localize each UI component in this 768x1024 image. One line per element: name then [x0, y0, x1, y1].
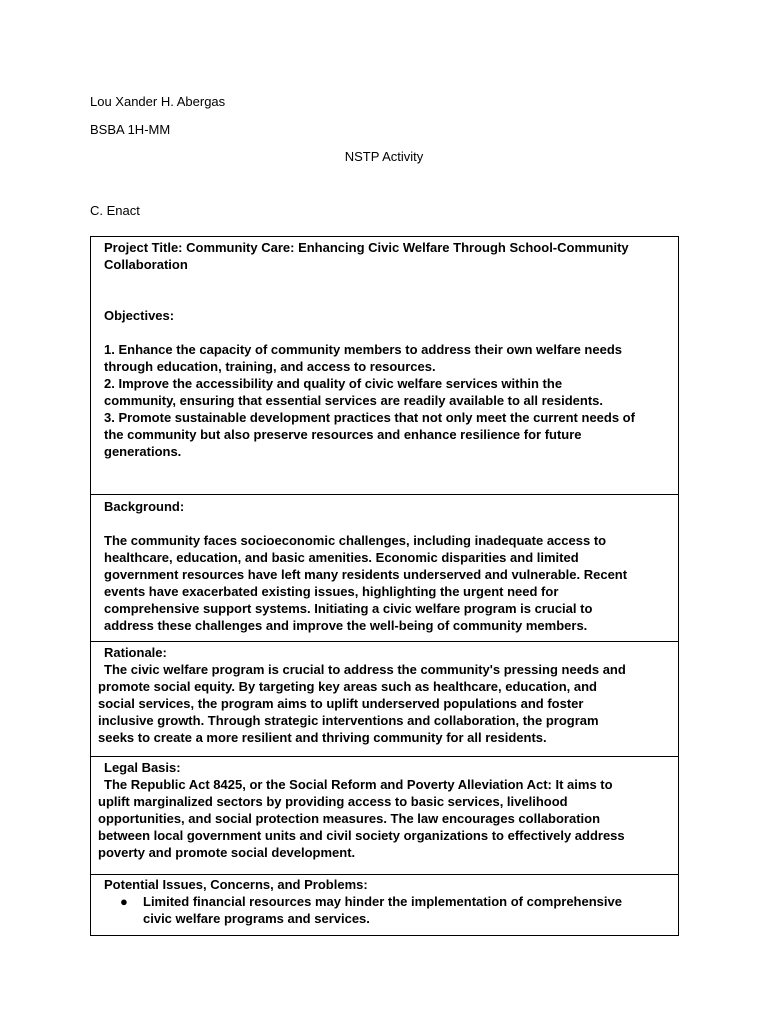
background-line: healthcare, education, and basic amenities. Economic disparities and limited	[104, 550, 579, 565]
rationale-line: promote social equity. By targeting key areas such as healthcare, education, and	[98, 679, 597, 694]
bullet-icon: ●	[120, 894, 128, 909]
issue-line: civic welfare programs and services.	[143, 911, 370, 926]
rationale-line: inclusive growth. Through strategic interventions and collaboration, the program	[98, 713, 599, 728]
activity-title: NSTP Activity	[344, 149, 424, 164]
project-title-line: Collaboration	[104, 257, 188, 272]
legal-basis-line: poverty and promote social development.	[98, 845, 356, 860]
rationale-line: social services, the program aims to uplift underserved populations and foster	[98, 696, 584, 711]
legal-basis-label: Legal Basis:	[104, 760, 181, 775]
objective-line: 1. Enhance the capacity of community members to address their own welfare needs	[104, 342, 622, 357]
legal-basis-cell	[91, 757, 678, 875]
project-plan-table	[90, 236, 679, 936]
background-line: comprehensive support systems. Initiating a civic welfare program is crucial to	[104, 601, 593, 616]
list-item	[104, 893, 670, 927]
course-section: BSBA 1H-MM	[90, 122, 171, 137]
issues-label: Potential Issues, Concerns, and Problems:	[104, 877, 368, 892]
rationale-cell	[91, 642, 678, 757]
objective-line: the community but also preserve resources and enhance resilience for future	[104, 427, 582, 442]
background-line: events have exacerbated existing issues, highlighting the urgent need for	[104, 584, 559, 599]
legal-basis-line: uplift marginalized sectors by providing access to basic services, livelihood	[98, 794, 568, 809]
objective-line: 3. Promote sustainable development practices that not only meet the current needs of	[104, 410, 635, 425]
background-line: government resources have left many residents underserved and vulnerable. Recent	[104, 567, 628, 582]
legal-basis-line: opportunities, and social protection measures. The law encourages collaboration	[98, 811, 601, 826]
section-label: C. Enact	[90, 203, 140, 218]
issue-line: Limited financial resources may hinder the implementation of comprehensive	[143, 894, 622, 909]
background-line: The community faces socioeconomic challenges, including inadequate access to	[104, 533, 607, 548]
background-label: Background:	[104, 499, 185, 514]
objective-line: community, ensuring that essential services are readily available to all residents.	[104, 393, 604, 408]
project-title-line: Project Title: Community Care: Enhancing Civic Welfare Through School-Community	[104, 240, 629, 255]
author-name: Lou Xander H. Abergas	[90, 94, 226, 109]
legal-basis-line: between local government units and civil society organizations to effectively address	[98, 828, 625, 843]
issues-cell	[91, 875, 678, 935]
objectives-label: Objectives:	[104, 308, 175, 323]
objective-line: generations.	[104, 444, 182, 459]
background-line: address these challenges and improve the well-being of community members.	[104, 618, 588, 633]
issues-list	[104, 893, 670, 927]
background-cell	[91, 495, 678, 642]
legal-basis-line: The Republic Act 8425, or the Social Reform and Poverty Alleviation Act: It aims to	[104, 777, 613, 792]
project-title-cell	[91, 237, 678, 495]
rationale-label: Rationale:	[104, 645, 167, 660]
rationale-line: seeks to create a more resilient and thriving community for all residents.	[98, 730, 547, 745]
objective-line: through education, training, and access to resources.	[104, 359, 436, 374]
rationale-line: The civic welfare program is crucial to address the community's pressing needs and	[104, 662, 626, 677]
objective-line: 2. Improve the accessibility and quality of civic welfare services within the	[104, 376, 563, 391]
